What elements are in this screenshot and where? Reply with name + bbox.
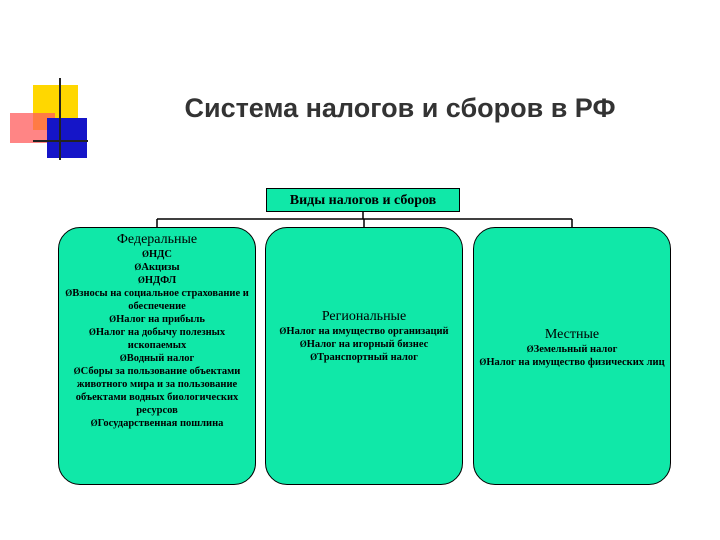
list-item: ØНалог на прибыль [109,314,205,325]
slide-title: Система налогов и сборов в РФ [184,93,616,123]
regional-taxes-box [265,227,463,485]
regional-heading: Региональные [321,309,407,324]
local-taxes-box [473,227,671,485]
list-item: ØНалог на имущество организаций [279,326,449,337]
list-item: ØСборы за пользование объектами животного мира и за пользование объектами водных биологических ресурсов [73,366,241,416]
root-node: Виды налогов и сборов [266,188,460,212]
list-item: ØВодный налог [119,353,195,364]
list-item: ØВзносы на социальное страхование и обеспечение [65,288,249,312]
federal-list [59,248,255,430]
federal-heading: Федеральные [116,232,198,247]
list-item: ØНалог на имущество физических лиц [479,357,665,368]
list-item: ØЗемельный налог [526,344,618,355]
local-heading: Местные [544,327,600,342]
list-item: ØНалог на игорный бизнес [299,339,429,350]
list-item: ØНДС [142,249,172,260]
list-item: ØНалог на добычу полезных ископаемых [88,327,226,351]
list-item: ØГосударственная пошлина [90,418,224,429]
list-item: ØТранспортный налог [310,352,418,363]
federal-taxes-box [58,227,256,485]
local-list [474,343,670,369]
regional-list [266,325,462,364]
list-item: ØНДФЛ [137,275,177,286]
list-item: ØАкцизы [134,262,180,273]
